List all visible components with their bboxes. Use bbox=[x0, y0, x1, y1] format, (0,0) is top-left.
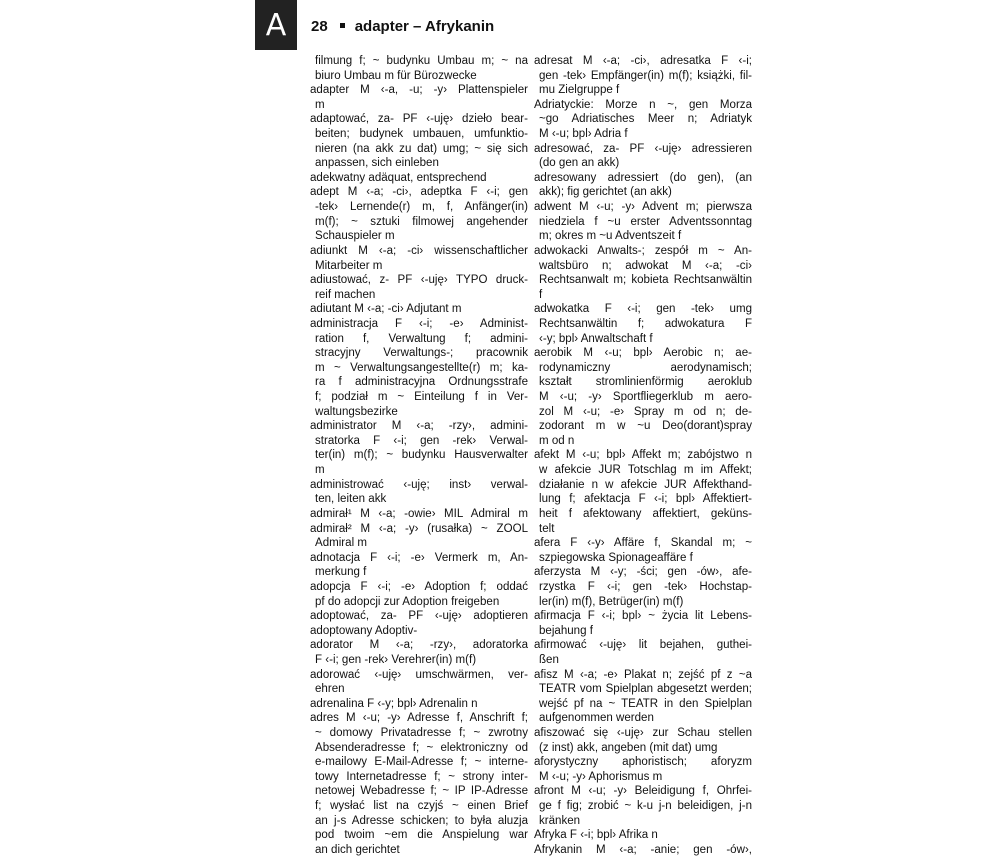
entry-line: stracyjny Verwaltungs-; pracownik bbox=[315, 347, 528, 360]
entry-line: ~go Adriatisches Meer n; Adriatyk bbox=[539, 113, 752, 126]
entry-line: lung f; afektacja F ‹-i; bpl› Affektiert- bbox=[539, 493, 752, 506]
entry-line: adwent M ‹-u; -y› Advent m; pierwsza bbox=[534, 201, 752, 214]
entry-line: nieren (na akk zu dat) umg; ~ się sich bbox=[315, 142, 528, 155]
entry-line: -tek› Lernende(r) m, f, Anfänger(in) bbox=[315, 201, 528, 214]
entry-line: Rechtsanwältin f; adwokatura F bbox=[539, 317, 752, 330]
entry-line: ~ domowy Privatadresse f; ~ zwrotny bbox=[315, 727, 528, 740]
entry-line: rodynamiczny aerodynamisch; bbox=[539, 361, 752, 374]
entry-line: aforystyczny aphoristisch; aforyzm bbox=[534, 756, 752, 769]
entry-line: waltsbüro n; adwokat M ‹-a; -ci› bbox=[539, 259, 752, 272]
entry-line: Adriatyckie: Morze n ~, gen Morza bbox=[534, 98, 752, 111]
entry-line: Mitarbeiter m bbox=[315, 259, 383, 272]
entry-line: merkung f bbox=[315, 566, 367, 579]
entry-line: ßen bbox=[539, 653, 559, 666]
entry-line: anpassen, sich einleben bbox=[315, 157, 439, 170]
header-bullet bbox=[340, 23, 345, 28]
entry-line: bejahung f bbox=[539, 624, 593, 637]
entry-line: e-mailowy E-Mail-Adresse f; ~ interne- bbox=[315, 756, 528, 769]
entry-line: towy Internetadresse f; ~ strony inter- bbox=[315, 770, 528, 783]
entry-line: (z inst) akk, angeben (mit dat) umg bbox=[539, 741, 718, 754]
entry-line: akk); fig gerichtet (an akk) bbox=[539, 186, 672, 199]
entry-line: administrować ‹-uję; inst› verwal- bbox=[310, 478, 528, 491]
entry-line: szpiegowska Spionageaffäre f bbox=[539, 551, 693, 564]
header-title: adapter – Afrykanin bbox=[354, 18, 495, 35]
entry-line: wejść pf na ~ TEATR in den Spielplan bbox=[539, 697, 752, 710]
entry-line: adrenalina F ‹-y; bpl› Adrenalin n bbox=[310, 697, 478, 710]
entry-line: F ‹-i; gen -rek› Verehrer(in) m(f) bbox=[315, 653, 477, 666]
entry-line: afront M ‹-u; -y› Beleidigung f, Ohrfei- bbox=[534, 785, 752, 798]
running-header bbox=[311, 18, 494, 35]
entry-line: telt bbox=[539, 522, 555, 535]
entry-line: zodorant m w ~u Deo(dorant)spray bbox=[539, 420, 752, 433]
entry-line: beiten; budynek umbauen, umfunktio- bbox=[315, 128, 528, 141]
entry-line: ehren bbox=[315, 683, 345, 696]
entry-line: ‹-y; bpl› Anwaltschaft f bbox=[539, 332, 653, 345]
entry-line: niedziela f ~u erster Adventssonntag bbox=[539, 215, 752, 228]
entry-line: adresować, za- PF ‹-uję› adressieren bbox=[534, 142, 752, 155]
entry-line: f; wysłać list na czyjś ~ einen Brief bbox=[315, 800, 528, 813]
entry-line: w afekcie JUR Totschlag m im Affekt; bbox=[539, 464, 752, 477]
entry-line: aufgenommen werden bbox=[539, 712, 654, 725]
entry-line: netowej Webadresse f; ~ IP IP-Adresse bbox=[315, 785, 528, 798]
entry-line: f bbox=[539, 288, 543, 301]
entry-line: waltungsbezirke bbox=[315, 405, 398, 418]
entry-line: gen -tek› Empfänger(in) m(f); książki, fil- bbox=[539, 69, 752, 82]
entry-line: Schauspieler m bbox=[315, 230, 395, 243]
column-left bbox=[310, 54, 528, 858]
entry-line: admirał² M ‹-a; -y› (rusałka) ~ ZOOL bbox=[310, 522, 528, 535]
entry-line: (do gen an akk) bbox=[539, 157, 620, 170]
entry-line: adorować ‹-uję› umschwärmen, ver- bbox=[310, 668, 528, 681]
entry-line: adwokatka F ‹-i; gen -tek› umg bbox=[534, 303, 752, 316]
entry-line: aerobik M ‹-u; bpl› Aerobic n; ae- bbox=[534, 347, 752, 360]
entry-line: m bbox=[315, 464, 325, 477]
entry-line: kränken bbox=[539, 814, 581, 827]
entry-line: Rechtsanwalt m; kobieta Rechtsanwältin bbox=[539, 274, 752, 287]
entry-line: adwokacki Anwalts-; zespół m ~ An- bbox=[534, 244, 752, 257]
entry-line: Absenderadresse f; ~ elektroniczny od bbox=[315, 741, 528, 754]
entry-line: ten, leiten akk bbox=[315, 493, 387, 506]
entry-line: adoptować, za- PF ‹-uję› adoptieren bbox=[310, 610, 528, 623]
entry-line: administrator M ‹-a; -rzy›, admini- bbox=[310, 420, 528, 433]
entry-line: adnotacja F ‹-i; -e› Vermerk m, An- bbox=[310, 551, 528, 564]
entry-line: adiutant M ‹-a; -ci› Adjutant m bbox=[310, 303, 462, 316]
entry-line: zol M ‹-u; -e› Spray m od n; de- bbox=[539, 405, 752, 418]
entry-line: adiunkt M ‹-a; -ci› wissenschaftlicher bbox=[310, 244, 528, 257]
entry-line: reif machen bbox=[315, 288, 376, 301]
entry-line: Admiral m bbox=[315, 537, 367, 550]
column-right bbox=[534, 54, 752, 858]
entry-line: heit f afektowany affektiert, geküns- bbox=[539, 507, 752, 520]
entry-line: adres M ‹-u; -y› Adresse f, Anschrift f; bbox=[310, 712, 528, 725]
entry-line: działanie n w afekcie JUR Affekthand- bbox=[539, 478, 752, 491]
entry-line: m(f); ~ sztuki filmowej angehender bbox=[315, 215, 528, 228]
entry-line: stratorka F ‹-i; gen -rek› Verwal- bbox=[315, 434, 528, 447]
entry-line: aferzysta M ‹-y; -ści; gen -ów›, afe- bbox=[534, 566, 752, 579]
entry-line: afera F ‹-y› Affäre f, Skandal m; ~ bbox=[534, 537, 752, 550]
entry-line: adept M ‹-a; -ci›, adeptka F ‹-i; gen bbox=[310, 186, 528, 199]
section-letter-tab: A bbox=[255, 0, 297, 50]
entry-line: filmung f; ~ budynku Umbau m; ~ na bbox=[315, 55, 528, 67]
entry-line: adopcja F ‹-i; -e› Adoption f; oddać bbox=[310, 580, 528, 593]
entry-line: m od n bbox=[539, 434, 575, 447]
entry-line: adapter M ‹-a, -u; -y› Plattenspieler bbox=[310, 84, 528, 97]
entry-line: M ‹-u; bpl› Adria f bbox=[539, 128, 628, 141]
entry-line: m; okres m ~u Adventszeit f bbox=[539, 230, 682, 243]
entry-line: adorator M ‹-a; -rzy›, adoratorka bbox=[310, 639, 528, 652]
entry-line: pod twoim ~em die Anspielung war bbox=[315, 829, 528, 842]
entry-line: administracja F ‹-i; -e› Administ- bbox=[310, 317, 528, 330]
entry-line: rzystka F ‹-i; gen -tek› Hochstap- bbox=[539, 580, 752, 593]
entry-line: TEATR vom Spielplan abgesetzt werden; bbox=[539, 683, 752, 696]
entry-line: biuro Umbau m für Bürozwecke bbox=[315, 69, 477, 82]
entry-line: admirał¹ M ‹-a; -owie› MIL Admiral m bbox=[310, 507, 528, 520]
entry-line: adresowany adressiert (do gen), (an bbox=[534, 171, 752, 184]
entry-line: afirmacja F ‹-i; bpl› ~ życia lit Lebens- bbox=[534, 610, 752, 623]
entry-line: adresat M ‹-a; -ci›, adresatka F ‹-i; bbox=[534, 55, 752, 67]
entry-line: ration f, Verwaltung f; admini- bbox=[315, 332, 528, 345]
page-number: 28 bbox=[311, 18, 328, 35]
entry-line: ter(in) m(f); ~ budynku Hausverwalter bbox=[315, 449, 528, 462]
entry-line: afekt M ‹-u; bpl› Affekt m; zabójstwo n bbox=[534, 449, 752, 462]
entry-line: adaptować, za- PF ‹-uję› dzieło bear- bbox=[310, 113, 528, 126]
entry-line: afisz M ‹-a; -e› Plakat n; zejść pf z ~a bbox=[534, 668, 752, 681]
entry-line: M ‹-u; -y› Sportfliegerklub m aero- bbox=[539, 391, 752, 404]
entry-line: M ‹-u; -y› Aphorismus m bbox=[539, 770, 663, 783]
entry-line: f; podział m ~ Einteilung f in Ver- bbox=[315, 391, 528, 404]
entry-line: m bbox=[315, 98, 325, 111]
entry-line: ler(in) m(f), Betrüger(in) m(f) bbox=[539, 595, 684, 608]
entry-line: pf do adopcji zur Adoption freigeben bbox=[315, 595, 500, 608]
entry-line: afirmować ‹-uję› lit bejahen, guthei- bbox=[534, 639, 752, 652]
entry-line: mu Zielgruppe f bbox=[539, 84, 620, 97]
entry-line: adoptowany Adoptiv- bbox=[310, 624, 418, 637]
entry-line: adiustować, z- PF ‹-uję› TYPO druck- bbox=[310, 274, 528, 287]
entry-line: an dich gerichtet bbox=[315, 843, 400, 856]
entry-line: m ~ Verwaltungsangestellte(r) m; ka- bbox=[315, 361, 528, 374]
entry-line: adekwatny adäquat, entsprechend bbox=[310, 171, 487, 184]
entry-line: ge f fig; zrobić ~ k-u j-n beleidigen, j-n bbox=[539, 800, 752, 813]
entry-line: Afryka F ‹-i; bpl› Afrika n bbox=[534, 829, 658, 842]
entry-line: afiszować się ‹-uję› zur Schau stellen bbox=[534, 727, 752, 740]
entry-line: Afrykanin M ‹-a; -anie; gen -ów›, bbox=[534, 843, 752, 856]
entry-line: ra f administracyjna Ordnungsstrafe bbox=[315, 376, 528, 389]
entry-line: kształt stromlinienförmig aeroklub bbox=[539, 376, 752, 389]
entry-line: an j-s Adresse schicken; to była aluzja bbox=[315, 814, 528, 827]
